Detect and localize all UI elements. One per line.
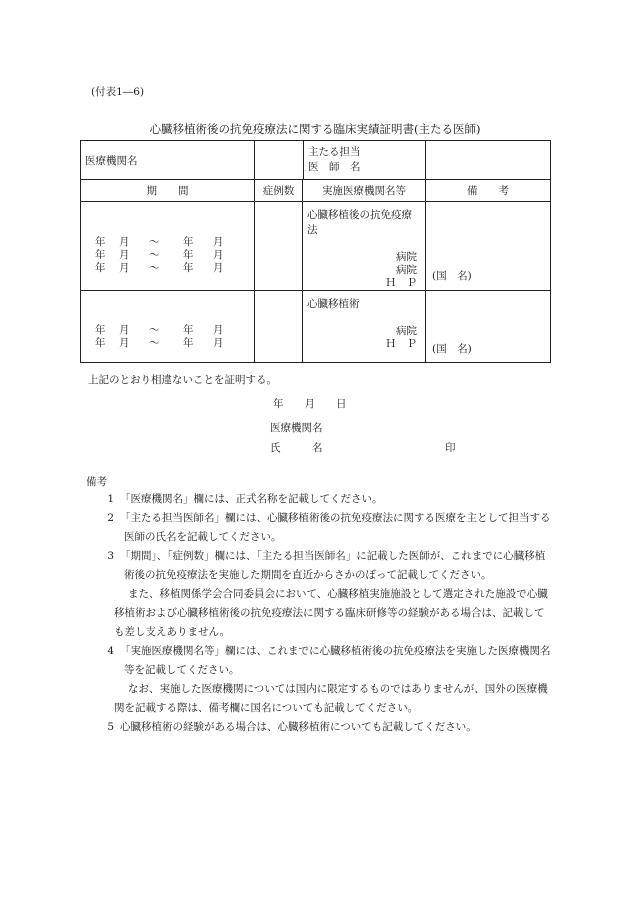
certificate-table [80, 140, 551, 363]
note-item: 3 「期間」、「症例数」欄には、「主たる担当医師名」に記載した医師が、これまでに心臓移植術後の抗免疫療法を実施した期間を直近からさかのぼって記載してください。 [107, 550, 546, 581]
notes-list [96, 490, 554, 737]
section1-heading: 心臓移植後の抗免疫療法 [307, 209, 412, 236]
remarks-header: 備 考 [426, 180, 551, 202]
certify-name-label: 氏 名 [270, 442, 323, 454]
section2-facility-cell[interactable] [303, 291, 426, 363]
column-header-row [81, 180, 551, 202]
institution-label-cell [81, 141, 255, 180]
section1-remarks-cell[interactable] [426, 202, 551, 291]
period-line: 年 月 〜 年 月 [95, 337, 224, 349]
seal-mark: 印 [445, 442, 456, 454]
note-item: なお、実施した医療機関については国内に限定するものではありませんが、国外の医療機関を記載する際は、備考欄に国名についても記載してください。 [114, 683, 548, 714]
document-id: (付表1―6) [91, 86, 145, 98]
homepage-label: Ｈ Ｐ [385, 338, 417, 350]
certify-statement: 上記のとおり相違ないことを証明する。 [88, 374, 277, 386]
section2-cases-cell[interactable] [255, 291, 303, 363]
period-line: 年 月 〜 年 月 [95, 262, 224, 274]
section2-heading: 心臓移植術 [307, 298, 360, 310]
note-item: 4 「実施医療機関名等」欄には、これまでに心臓移植術後の抗免疫療法を実施した医療機関名等を記載してください。 [107, 645, 551, 676]
doctor-name-field[interactable] [426, 141, 551, 180]
cases-header: 症例数 [255, 180, 303, 202]
doctor-label-line1: 主たる担当 [308, 146, 361, 158]
hospital-label: 病院 [396, 251, 417, 263]
homepage-label: Ｈ Ｐ [385, 277, 417, 289]
section1-period-cell[interactable] [81, 202, 255, 291]
note-item: 2 「主たる担当医師名」欄には、心臓移植術後の抗免疫療法に関する医療を主として担当する医師の氏名を記載してください。 [107, 512, 551, 543]
section1-cases-cell[interactable] [255, 202, 303, 291]
note-item: また、移植関係学会合同委員会において、心臓移植実施施設として選定された施設で心臓移植術および心臓移植術後の抗免疫療法に関する臨床研修等の経験がある場合は、記載しても差し支えありません。 [114, 588, 548, 638]
header-row-institution [81, 141, 551, 180]
note-item: 5 心臓移植術の経験がある場合は、心臓移植術についても記載してください。 [107, 721, 477, 733]
period-line: 年 月 〜 年 月 [95, 236, 224, 248]
section2-period-cell[interactable] [81, 291, 255, 363]
period-line: 年 月 〜 年 月 [95, 324, 224, 336]
section2-remarks-cell[interactable] [426, 291, 551, 363]
form-title: 心臓移植術後の抗免疫療法に関する臨床実績証明書(主たる医師) [149, 122, 481, 136]
institution-label: 医療機関名 [85, 154, 138, 167]
doctor-label-line2: 医 師 名 [308, 161, 361, 173]
notes-heading: 備考 [86, 476, 107, 488]
country-note: (国 名) [432, 343, 472, 355]
period-line: 年 月 〜 年 月 [95, 249, 224, 261]
date-line[interactable]: 年 月 日 [273, 398, 347, 410]
section2-row [81, 291, 551, 363]
section1-facility-cell[interactable] [303, 202, 426, 291]
hospital-label: 病院 [396, 325, 417, 337]
period-header: 期 間 [81, 180, 255, 202]
hospital-label: 病院 [396, 264, 417, 276]
section1-row [81, 202, 551, 291]
certify-institution-label: 医療機関名 [270, 422, 323, 434]
note-item: 1 「医療機関名」欄には、正式名称を記載してください。 [107, 493, 383, 505]
country-note: (国 名) [432, 270, 472, 282]
facility-header: 実施医療機関名等 [303, 180, 426, 202]
institution-name-field[interactable] [255, 141, 426, 180]
